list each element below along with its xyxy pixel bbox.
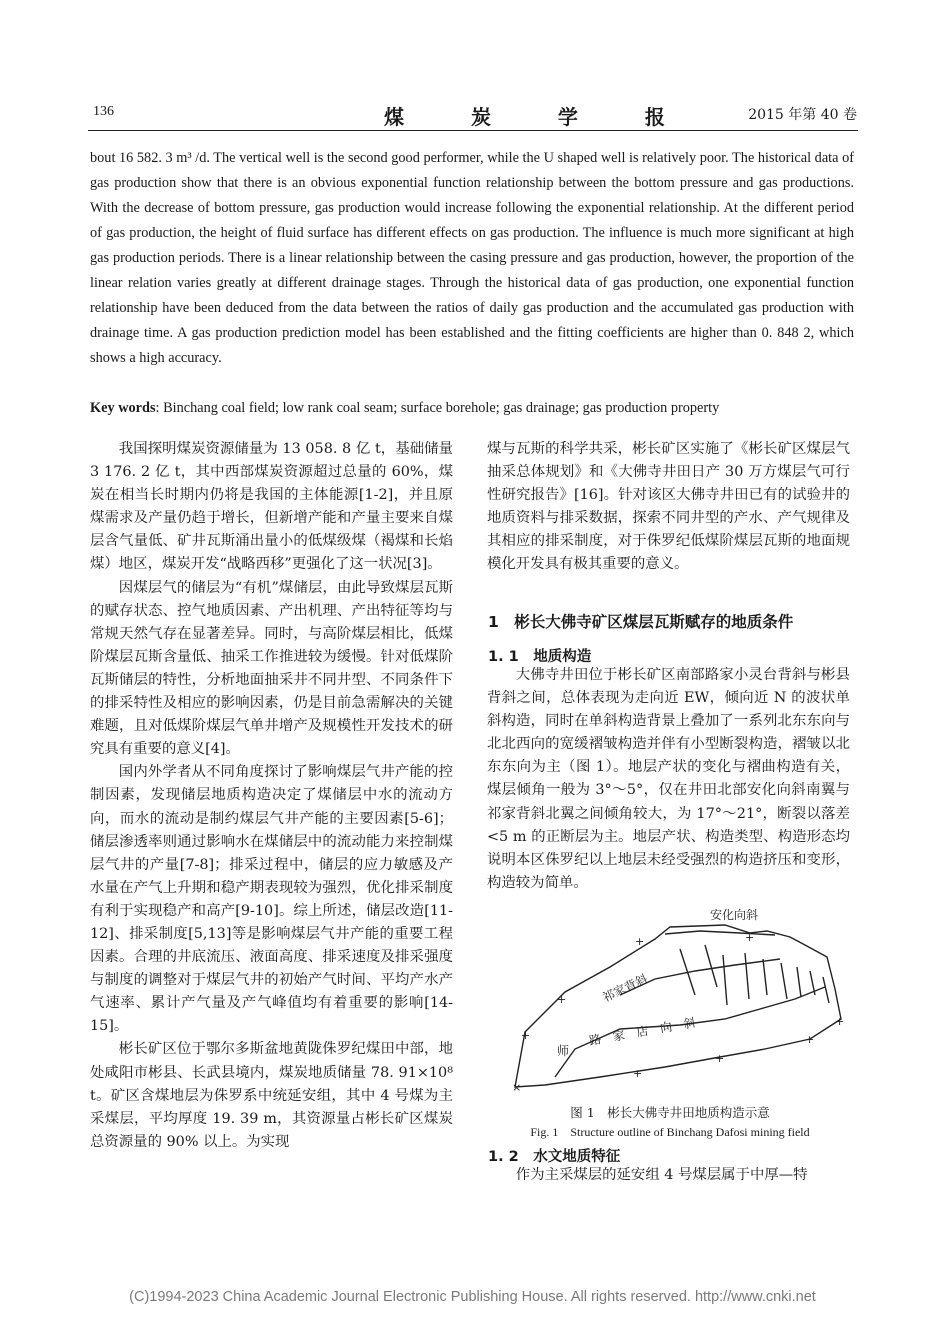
page-number: 136: [93, 104, 114, 119]
label-qijia-anticline: 祁家背斜: [600, 971, 650, 1005]
svg-text:+: +: [557, 993, 567, 1006]
label-anhua-syncline: 安化向斜: [710, 908, 759, 922]
issue-label: 2015 年第 40 卷: [748, 107, 857, 123]
journal-title: 煤 炭 学 报: [384, 105, 695, 129]
svg-text:+: +: [521, 1029, 531, 1042]
svg-text:+: +: [745, 931, 755, 944]
paragraph: 彬长矿区位于鄂尔多斯盆地黄陇侏罗纪煤田中部，地处咸阳市彬县、长武县境内，煤炭地质储量 78. 91×10⁸ t。矿区含煤地层为侏罗系中统延安组，其中 4 号煤为主采煤层，平均厚度 19. 39 m，其资源量占彬长矿区煤炭总资源量的 90% 以上。为实现: [90, 1041, 453, 1150]
svg-text:×: ×: [512, 1081, 522, 1094]
left-column: [90, 438, 453, 1154]
keywords-label: Key words: [90, 400, 156, 416]
paragraph: 大佛寺井田位于彬长矿区南部路家小灵台背斜与彬县背斜之间，总体表现为走向近 EW，倾向近 N 的波状单斜构造，同时在单斜构造背景上叠加了一系列北东东向与北北西向的宽缓褶皱构造并伴有小型断裂构造，褶皱以北东东向为主（图 1）。地层产状的变化与褶曲构造有关，煤层倾角一般为 3°～5°，仅在井田北部安化向斜南翼与祁家背斜北翼之间倾角较大，为 17°～21°，断裂以落差<5 m 的正断层为主。地层产状、构造类型、构造形态均说明本区侏罗纪以上地层未经受强烈的构造挤压和变形，构造较为简单。: [487, 667, 850, 891]
paragraph: 因煤层气的储层为“有机”煤储层，由此导致煤层瓦斯的赋存状态、控气地质因素、产出机理、产出特征等均与常规天然气存在显著差异。同时，与高阶煤层相比，低煤阶煤层瓦斯含量低、抽采工作推进较为缓慢。针对低煤阶瓦斯储层的特性，分析地面抽采井不同井型、不同条件下的排采特性及相应的影响因素，仍是目前急需解决的关键难题，且对低煤阶煤层气单井增产及规模性开发技术的研究具有重要的意义[4]。: [90, 579, 453, 758]
abstract-text: bout 16 582. 3 m³ /d. The vertical well is the second good performer, while the U shaped well is relatively poor. The historical data of gas production show that there is an obvious exponential function relationship between the bottom pressure and gas productions. With the decrease of bottom pressure, gas production would increase following the exponential relationship. At the different period of gas production, the height of fluid surface has different effects on gas production. The influence is much more significant at high gas production periods. There is a linear relationship between the casing pressure and gas production, however, the proportion of the linear relation varies greatly at different drainage stages. Through the historical data of gas production, one exponential function relationship have been deduced from the data between the ratios of daily gas production and the accumulated gas production with drainage time. A gas production prediction model has been established and the fitting coefficients are higher than 0. 848 2, which shows a high accuracy.: [90, 150, 854, 366]
svg-text:+: +: [633, 1067, 643, 1080]
section-heading: 1 彬长大佛寺矿区煤层瓦斯赋存的地质条件: [488, 613, 794, 631]
paragraph: 国内外学者从不同角度探讨了影响煤层气井产能的控制因素，发现储层地质构造决定了煤储层中水的流动方向，而水的流动是制约煤层气井产能的主要因素[5-6]；储层渗透率则通过影响水在煤储层中的流动能力来控制煤层气井的产量[7-8]；排采过程中，储层的应力敏感及产水量在产气上升期和稳产期表现较为强烈，优化排采制度有利于实现稳产和高产[9-10]。综上所述，储层改造[11-12]、排采制度[5,13]等是影响煤层气井产能的重要工程因素。合理的井底流压、液面高度、排采速度及排采强度与制度的调整对于煤层气井的初始产气时间、平均产水产气速率、累计产气量及产气峰值均有着重要的影响[14-15]。: [90, 764, 453, 1035]
keywords: [90, 396, 854, 420]
right-column-top: [487, 438, 850, 577]
svg-text:+: +: [715, 1052, 725, 1065]
figure-caption-en: Fig. 1 Structure outline of Binchang Dafosi mining field: [530, 1125, 810, 1139]
figure-caption-zh: 图 1 彬长大佛寺井田地质构造示意: [570, 1105, 770, 1120]
keywords-text: : Binchang coal field; low rank coal seam; surface borehole; gas drainage; gas production property: [155, 400, 720, 416]
svg-text:+: +: [835, 1015, 845, 1028]
svg-text:+: +: [805, 1033, 815, 1046]
label-shi: 师: [557, 1044, 570, 1058]
abstract-english: [90, 146, 854, 371]
header-rule: [88, 130, 858, 131]
right-column-middle: [487, 664, 850, 895]
label-lujiadian-syncline: 路家店向斜: [588, 1013, 709, 1048]
right-column-bottom: [487, 1164, 850, 1187]
structure-map-figure: [505, 907, 850, 1097]
svg-text:+: +: [635, 935, 645, 948]
paragraph: 煤与瓦斯的科学共采，彬长矿区实施了《彬长矿区煤层气抽采总体规划》和《大佛寺井田日产 30 万方煤层气可行性研究报告》[16]。针对该区大佛寺井田已有的试验井的地质资料与排采数据，探索不同井型的产水、产气规律及其相应的排采制度，对于侏罗纪低煤阶煤层瓦斯的地面规模化开发具有极其重要的意义。: [487, 441, 850, 573]
copyright-footer: (C)1994-2023 China Academic Journal Electronic Publishing House. All rights reserved. http://www.cnki.net: [129, 1289, 816, 1305]
subsection-heading: 1. 2 水文地质特征: [488, 1149, 621, 1165]
paragraph: 作为主采煤层的延安组 4 号煤层属于中厚—特: [515, 1167, 808, 1183]
paragraph: 我国探明煤炭资源储量为 13 058. 8 亿 t，基础储量 3 176. 2 亿 t，其中西部煤炭资源超过总量的 60%，煤炭在相当长时期内仍将是我国的主体能源[1-2]，并且原煤需求及产量仍趋于增长，但新增产能和产量主要来自煤层含气量低、矿井瓦斯涌出量小的低煤级煤（褐煤和长焰煤）地区，煤炭开发“战略西移”更强化了这一状况[3]。: [90, 441, 453, 573]
subsection-heading: 1. 1 地质构造: [488, 649, 592, 665]
